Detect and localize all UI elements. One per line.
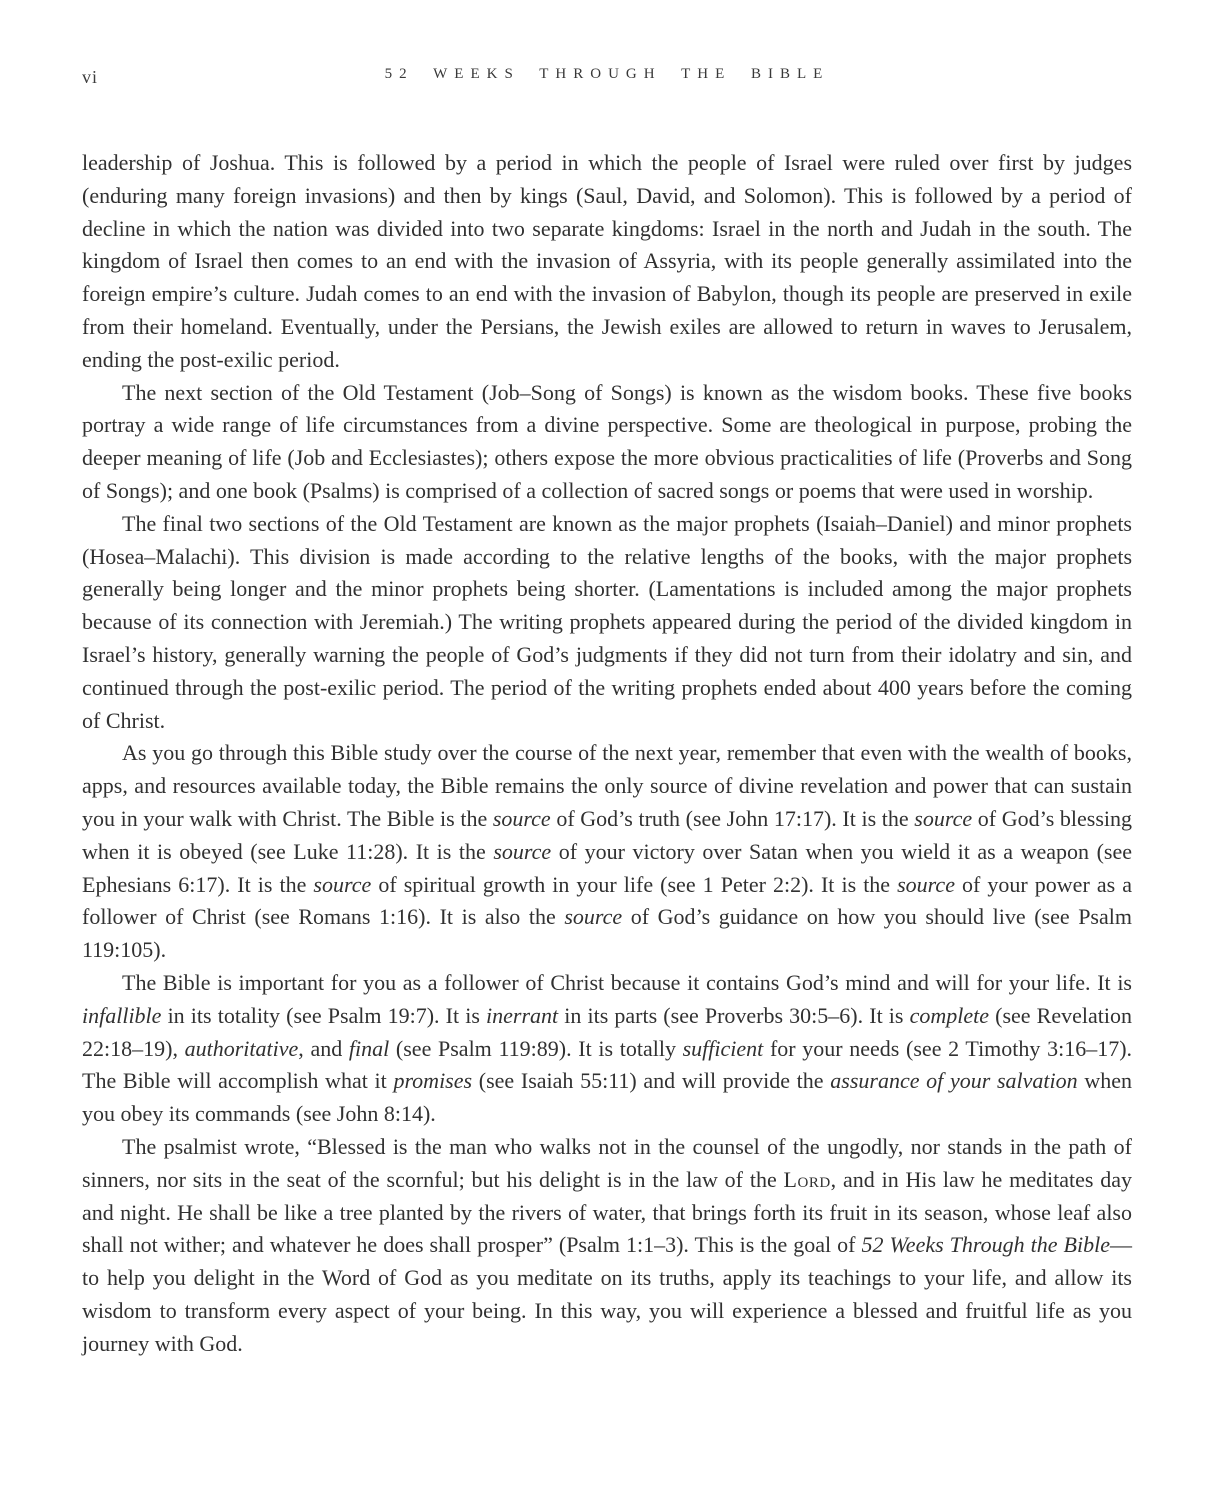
text-run: The final two sections of the Old Testament are known as the major prophets (Isaiah–Daniel) and minor prophets (Hosea–Malachi). This division is made according to the relative lengths of the books, with the major prophets generally being longer and the minor prophets being shorter. (Lamentations is included among the major prophets because of its connection with Jeremiah.) The writing prophets appeared during the period of the divided kingdom in Israel’s history, generally warning the people of God’s judgments if they did not turn from their idolatry and sin, and continued through the post-exilic period. The period of the writing prophets ended about 400 years before the coming of Christ. (82, 510, 1132, 733)
paragraph (82, 737, 1132, 967)
paragraph (82, 147, 1132, 377)
text-run-italic: assurance of your salvation (830, 1068, 1078, 1094)
body-text (82, 147, 1132, 1360)
text-run-italic: final (348, 1035, 390, 1061)
text-run: of God’s blessing when it is obeyed (see Luke 11:28). It is the (82, 805, 1132, 864)
text-run: —to help you delight in the Word of God as you meditate on its truths, apply its teachings to your life, and allow its wisdom to transform every aspect of your being. In this way, you will experience a blessed and fruitful life as you journey with God. (82, 1232, 1132, 1356)
running-head-title: 52 WEEKS THROUGH THE BIBLE (384, 66, 830, 82)
text-run-italic: source (492, 805, 551, 831)
text-run: leadership of Joshua. This is followed by a period in which the people of Israel were ruled over first by judges (enduring many foreign invasions) and then by kings (Saul, David, and Solomon). This is followed by a period of decline in which the nation was divided into two separate kingdoms: Israel in the north and Judah in the south. The kingdom of Israel then comes to an end with the invasion of Assyria, with its people generally assimilated into the foreign empire’s culture. Judah comes to an end with the invasion of Babylon, though its people are preserved in exile from their homeland. Eventually, under the Persians, the Jewish exiles are allowed to return in waves to Jerusalem, ending the post-exilic period. (82, 150, 1132, 372)
text-run-italic: 52 Weeks Through the Bible (861, 1232, 1110, 1258)
text-run-italic: source (914, 805, 973, 831)
text-run-italic: source (493, 838, 552, 864)
text-run-italic: source (313, 871, 372, 897)
text-run: in its parts (see Proverbs 30:5–6). It is (558, 1002, 910, 1028)
text-run-italic: infallible (82, 1002, 162, 1028)
text-run: , and in His law he meditates day and night. He shall be like a tree planted by the rivers of water, that brings forth its fruit in its season, whose leaf also shall not wither; and whatever he does shall prosper” (Psalm 1:1–3). This is the goal of (82, 1166, 1132, 1258)
paragraph (82, 1131, 1132, 1361)
text-run-smallcaps: Lord (783, 1166, 831, 1192)
text-run: (see Psalm 119:89). It is totally (389, 1035, 683, 1061)
text-run: of God’s truth (see John 17:17). It is the (550, 805, 915, 831)
paragraph (82, 377, 1132, 508)
text-run-italic: promises (393, 1068, 473, 1094)
text-run: of your victory over Satan when you wield it as a weapon (see Ephesians 6:17). It is the (82, 838, 1132, 897)
text-run: The psalmist wrote, “Blessed is the man who walks not in the counsel of the ungodly, nor stands in the path of sinners, nor sits in the seat of the scornful; but his delight is in the law of the (82, 1133, 1132, 1192)
text-run: (see Isaiah 55:11) and will provide the (472, 1068, 831, 1094)
text-run-italic: complete (909, 1002, 990, 1028)
page-number: vi (82, 67, 99, 87)
text-run: , and (298, 1035, 349, 1061)
paragraph (82, 967, 1132, 1131)
text-run-italic: authoritative (184, 1035, 299, 1061)
text-run: when you obey its commands (see John 8:14). (82, 1068, 1133, 1127)
text-run: (see Revelation 22:18–19), (82, 1002, 1132, 1061)
text-run: in its totality (see Psalm 19:7). It is (161, 1002, 487, 1028)
text-run: of spiritual growth in your life (see 1 Peter 2:2). It is the (371, 871, 898, 897)
text-run-italic: source (564, 904, 623, 930)
text-run-italic: sufficient (682, 1035, 764, 1061)
text-run: of God’s guidance on how you should live (see Psalm 119:105). (82, 904, 1132, 963)
text-run: The next section of the Old Testament (Job–Song of Songs) is known as the wisdom books. These five books portray a wide range of life circumstances from a divine perspective. Some are theological in purpose, probing the deeper meaning of life (Job and Ecclesiastes); others expose the more obvious practicalities of life (Proverbs and Song of Songs); and one book (Psalms) is comprised of a collection of sacred songs or poems that were used in worship. (82, 379, 1132, 503)
text-run: for your needs (see 2 Timothy 3:16–17). The Bible will accomplish what it (82, 1035, 1133, 1094)
text-run-italic: inerrant (486, 1002, 559, 1028)
page-header (82, 64, 1132, 90)
text-run: of your power as a follower of Christ (see Romans 1:16). It is also the (82, 871, 1132, 930)
paragraph (82, 508, 1132, 738)
text-run: As you go through this Bible study over the course of the next year, remember that even with the wealth of books, apps, and resources available today, the Bible remains the only source of divine revelation and power that can sustain you in your walk with Christ. The Bible is the (82, 740, 1132, 831)
text-run: The Bible is important for you as a follower of Christ because it contains God’s mind and will for your life. It is (122, 969, 1132, 995)
text-run-italic: source (897, 871, 955, 897)
